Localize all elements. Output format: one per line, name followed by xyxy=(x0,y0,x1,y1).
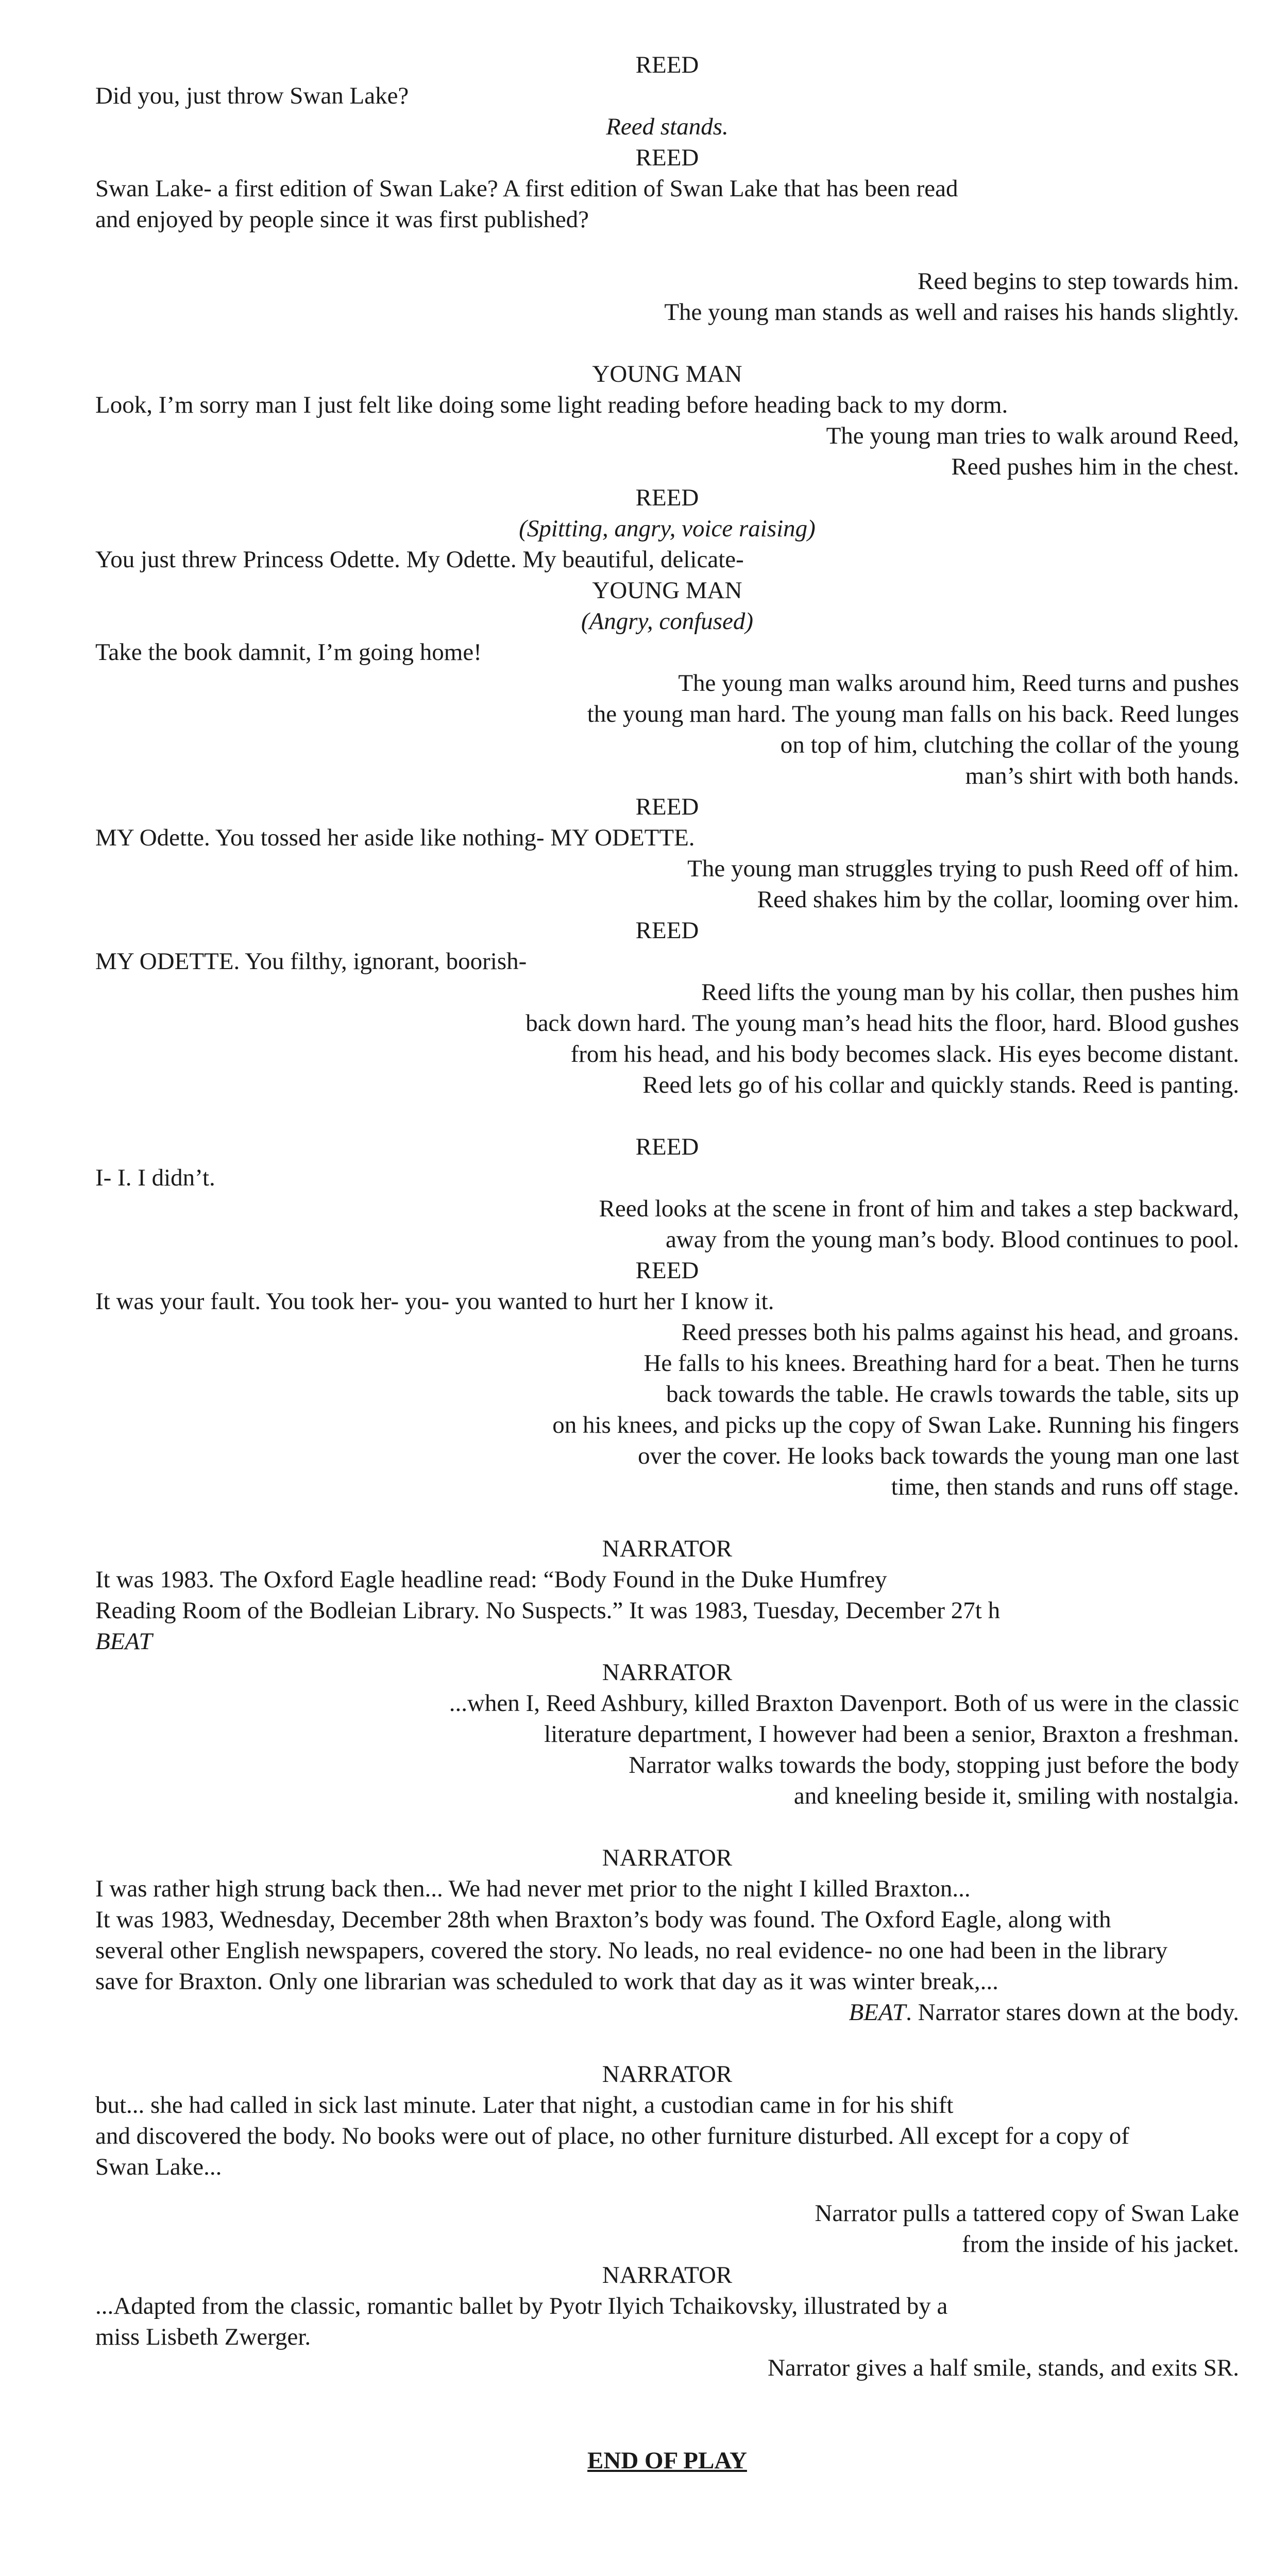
spacer xyxy=(95,2028,1239,2059)
parenthetical xyxy=(95,606,1239,637)
beat-line xyxy=(95,1626,1239,1657)
parenthetical xyxy=(95,513,1239,544)
parenthetical-text: (Angry, confused) xyxy=(581,608,754,635)
character-name-text: YOUNG MAN xyxy=(592,361,742,387)
dialogue-line: It was your fault. You took her- you- you wanted to hurt her I know it. xyxy=(95,1288,774,1315)
character-name xyxy=(95,575,1239,606)
action-line: on top of him, clutching the collar of the young xyxy=(780,732,1239,758)
dialogue xyxy=(95,1162,1239,1193)
action-line: The young man stands as well and raises his hands slightly. xyxy=(664,299,1239,326)
action-line: The young man walks around him, Reed turns and pushes xyxy=(678,670,1239,697)
dialogue-line: but... she had called in sick last minute. Later that night, a custodian came in for his shift xyxy=(95,2092,954,2119)
dialogue-line: I- I. I didn’t. xyxy=(95,1164,215,1191)
spacer xyxy=(95,328,1239,359)
action-line: Reed looks at the scene in front of him and takes a step backward, xyxy=(599,1195,1239,1222)
dialogue xyxy=(95,2291,1239,2352)
action-line: Reed lets go of his collar and quickly stands. Reed is panting. xyxy=(642,1072,1239,1098)
character-name-text: REED xyxy=(635,52,699,78)
stage-direction-text: Reed stands. xyxy=(606,113,728,140)
dialogue-line: miss Lisbeth Zwerger. xyxy=(95,2324,311,2350)
dialogue-line: ...Adapted from the classic, romantic ballet by Pyotr Ilyich Tchaikovsky, illustrated by a xyxy=(95,2293,948,2319)
dialogue xyxy=(95,822,1239,853)
dialogue-line: Swan Lake... xyxy=(95,2154,222,2180)
action-line: Reed shakes him by the collar, looming over him. xyxy=(757,886,1239,913)
action-line: literature department, I however had been a senior, Braxton a freshman. xyxy=(544,1721,1239,1748)
action xyxy=(95,1193,1239,1255)
action xyxy=(95,1688,1239,1811)
character-name xyxy=(95,1657,1239,1688)
action-line: Narrator gives a half smile, stands, and exits SR. xyxy=(767,2354,1239,2381)
action-line: Reed begins to step towards him. xyxy=(918,268,1239,295)
spacer xyxy=(95,1100,1239,1131)
action-line: The young man struggles trying to push Reed off of him. xyxy=(687,855,1239,882)
character-name-text: NARRATOR xyxy=(602,1659,733,1686)
dialogue-line: Reading Room of the Bodleian Library. No Suspects.” It was 1983, Tuesday, December 27t h xyxy=(95,1597,1001,1624)
character-name-text: NARRATOR xyxy=(602,1844,733,1871)
character-name xyxy=(95,142,1239,173)
action-line: The young man tries to walk around Reed, xyxy=(826,422,1239,449)
dialogue xyxy=(95,1873,1239,1997)
dialogue xyxy=(95,173,1239,235)
action-text: . Narrator stares down at the body. xyxy=(906,1999,1239,2026)
character-name xyxy=(95,1533,1239,1564)
character-name xyxy=(95,2059,1239,2090)
action-line: Narrator pulls a tattered copy of Swan Lake xyxy=(815,2200,1239,2227)
dialogue xyxy=(95,389,1239,420)
dialogue xyxy=(95,80,1239,111)
action-line: over the cover. He looks back towards the young man one last xyxy=(638,1443,1239,1469)
action-line: man’s shirt with both hands. xyxy=(965,762,1239,789)
action-line: time, then stands and runs off stage. xyxy=(891,1473,1239,1500)
end-of-play xyxy=(95,2445,1239,2476)
character-name-text: NARRATOR xyxy=(602,2061,733,2088)
action-line: from the inside of his jacket. xyxy=(962,2231,1239,2258)
spacer xyxy=(95,2182,1239,2198)
dialogue-line: and enjoyed by people since it was first published? xyxy=(95,206,589,233)
action xyxy=(95,668,1239,791)
dialogue-line: and discovered the body. No books were out of place, no other furniture disturbed. All except for a copy of xyxy=(95,2123,1129,2149)
parenthetical-text: (Spitting, angry, voice raising) xyxy=(519,515,816,542)
action-line: He falls to his knees. Breathing hard for a beat. Then he turns xyxy=(643,1350,1239,1377)
action xyxy=(95,977,1239,1100)
spacer xyxy=(95,1502,1239,1533)
script-content xyxy=(95,49,1239,2476)
stage-direction xyxy=(95,111,1239,142)
spacer xyxy=(95,235,1239,266)
dialogue xyxy=(95,1286,1239,1317)
character-name xyxy=(95,359,1239,389)
action-line: from his head, and his body becomes slack. His eyes become distant. xyxy=(570,1041,1239,1067)
end-of-play-text: END OF PLAY xyxy=(587,2447,747,2474)
action-line: Reed lifts the young man by his collar, then pushes him xyxy=(701,979,1239,1006)
action xyxy=(95,266,1239,328)
character-name-text: REED xyxy=(635,144,699,171)
spacer xyxy=(95,2383,1239,2445)
dialogue xyxy=(95,946,1239,977)
dialogue-line: MY ODETTE. You filthy, ignorant, boorish- xyxy=(95,948,527,975)
character-name xyxy=(95,1131,1239,1162)
dialogue-line: save for Braxton. Only one librarian was scheduled to work that day as it was winter break,... xyxy=(95,1968,998,1995)
action xyxy=(95,853,1239,915)
dialogue-line: Look, I’m sorry man I just felt like doing some light reading before heading back to my dorm. xyxy=(95,392,1008,418)
action-line: ...when I, Reed Ashbury, killed Braxton Davenport. Both of us were in the classic xyxy=(449,1690,1239,1717)
dialogue-line: several other English newspapers, covered the story. No leads, no real evidence- no one had been in the library xyxy=(95,1937,1168,1964)
dialogue-line: You just threw Princess Odette. My Odette. My beautiful, delicate- xyxy=(95,546,744,573)
action-line: the young man hard. The young man falls on his back. Reed lunges xyxy=(587,701,1239,727)
character-name-text: YOUNG MAN xyxy=(592,577,742,604)
dialogue-line: Did you, just throw Swan Lake? xyxy=(95,82,409,109)
character-name-text: REED xyxy=(635,1257,699,1284)
action-line xyxy=(95,1997,1239,2028)
dialogue xyxy=(95,637,1239,668)
action-line: back towards the table. He crawls towards the table, sits up xyxy=(666,1381,1239,1408)
character-name xyxy=(95,1255,1239,1286)
character-name xyxy=(95,1842,1239,1873)
character-name-text: NARRATOR xyxy=(602,2262,733,2289)
character-name-text: REED xyxy=(635,484,699,511)
dialogue-line: It was 1983. The Oxford Eagle headline read: “Body Found in the Duke Humfrey xyxy=(95,1566,887,1593)
action-line: away from the young man’s body. Blood continues to pool. xyxy=(665,1226,1239,1253)
action-line: Narrator walks towards the body, stopping just before the body xyxy=(629,1752,1239,1778)
action xyxy=(95,1317,1239,1502)
action-line: Reed presses both his palms against his head, and groans. xyxy=(681,1319,1239,1346)
dialogue-line: Take the book damnit, I’m going home! xyxy=(95,639,482,666)
dialogue xyxy=(95,544,1239,575)
action xyxy=(95,420,1239,482)
dialogue xyxy=(95,2090,1239,2182)
action-line: and kneeling beside it, smiling with nostalgia. xyxy=(793,1783,1239,1809)
spacer xyxy=(95,1811,1239,1842)
character-name xyxy=(95,791,1239,822)
dialogue-line: MY Odette. You tossed her aside like nothing- MY ODETTE. xyxy=(95,824,695,851)
character-name xyxy=(95,482,1239,513)
beat-text: BEAT xyxy=(849,1999,906,2026)
dialogue xyxy=(95,1564,1239,1626)
character-name-text: NARRATOR xyxy=(602,1535,733,1562)
character-name-text: REED xyxy=(635,1133,699,1160)
action xyxy=(95,2352,1239,2383)
dialogue-line: I was rather high strung back then... We had never met prior to the night I killed Braxton... xyxy=(95,1875,971,1902)
action xyxy=(95,2198,1239,2260)
action xyxy=(95,1997,1239,2028)
action-line: Reed pushes him in the chest. xyxy=(951,453,1239,480)
character-name-text: REED xyxy=(635,917,699,944)
action-line: back down hard. The young man’s head hits the floor, hard. Blood gushes xyxy=(526,1010,1239,1037)
dialogue-line: It was 1983, Wednesday, December 28th when Braxton’s body was found. The Oxford Eagle, along with xyxy=(95,1906,1111,1933)
beat-text: BEAT xyxy=(95,1628,152,1655)
character-name xyxy=(95,2260,1239,2291)
action-line: on his knees, and picks up the copy of Swan Lake. Running his fingers xyxy=(552,1412,1239,1438)
dialogue-line: Swan Lake- a first edition of Swan Lake? A first edition of Swan Lake that has been read xyxy=(95,175,958,202)
character-name xyxy=(95,915,1239,946)
character-name-text: REED xyxy=(635,793,699,820)
character-name xyxy=(95,49,1239,80)
